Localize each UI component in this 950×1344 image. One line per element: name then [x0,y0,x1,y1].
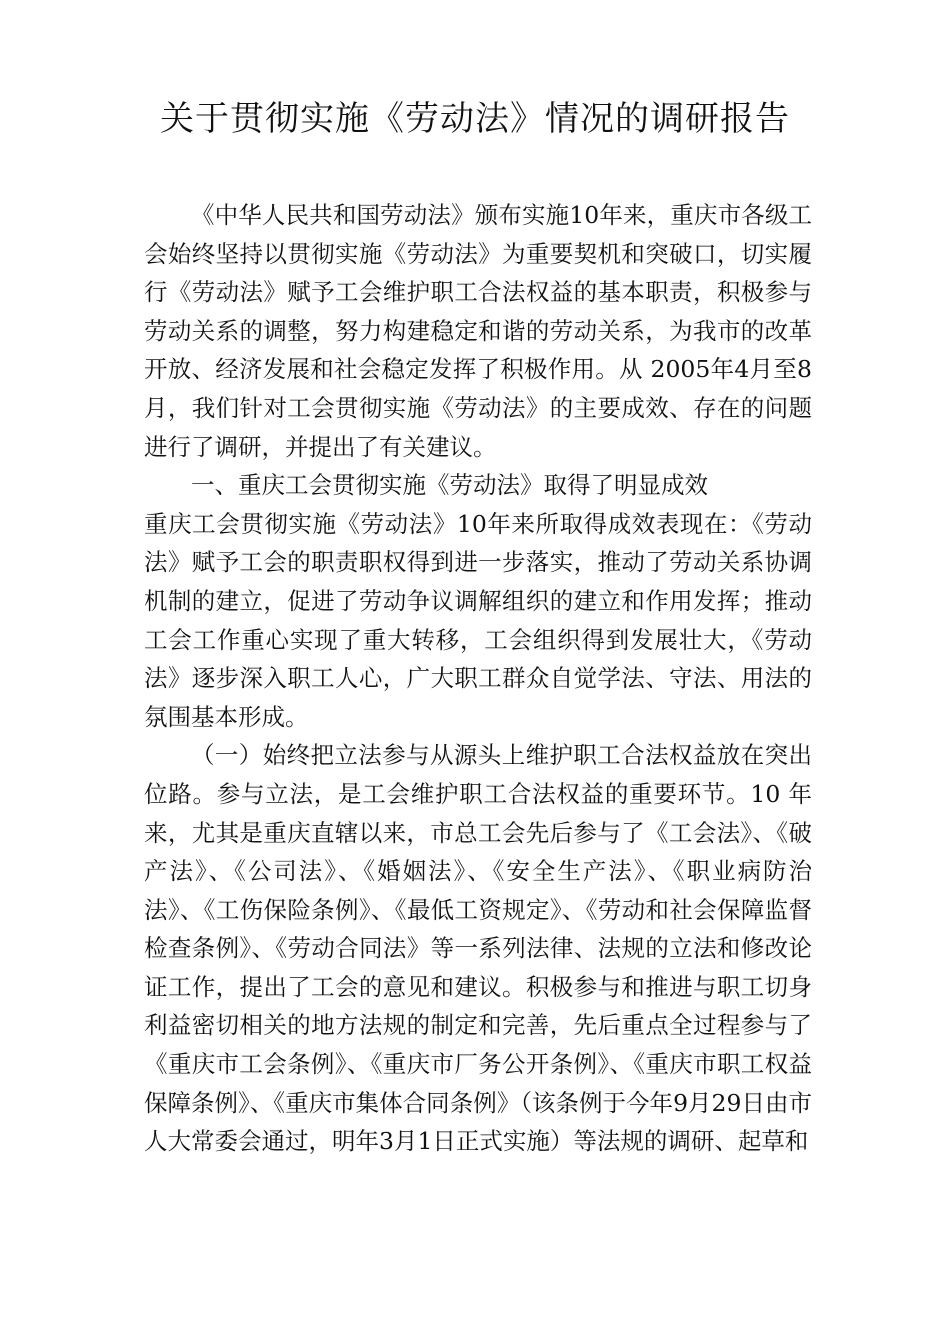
document-body [144,196,812,1161]
paragraph-subsection-1: （一）始终把立法参与从源头上维护职工合法权益放在突出位路。参与立法，是工会维护职工合法权益的重要环节。10 年来，尤其是重庆直辖以来，市总工会先后参与了《工会法》、《破产法》、《公司法》、《婚姻法》、《安全生产法》、《职业病防治法》、《工伤保险条例》、《最低工资规定》、《劳动和社会保障监督检查条例》、《劳动合同法》等一系列法律、法规的立法和修改论证工作，提出了工会的意见和建议。积极参与和推进与职工切身利益密切相关的地方法规的制定和完善，先后重点全过程参与了《重庆市工会条例》、《重庆市厂务公开条例》、《重庆市职工权益保障条例》、《重庆市集体合同条例》（该条例于今年9月29日由市人大常委会通过，明年3月1日正式实施）等法规的调研、起草和 [144,741,812,1156]
document-title: 关于贯彻实施《劳动法》情况的调研报告 [160,99,790,139]
section-heading-1: 一、重庆工会贯彻实施《劳动法》取得了明显成效 [191,471,708,500]
paragraph-section-1-summary: 重庆工会贯彻实施《劳动法》10年来所取得成效表现在：《劳动法》赋予工会的职责职权得到进一步落实，推动了劳动关系协调机制的建立，促进了劳动争议调解组织的建立和作用发挥；推动工会工作重心实现了重大转移，工会组织得到发展壮大，《劳动法》逐步深入职工人心，广大职工群众自觉学法、守法、用法的氛围基本形成。 [144,509,812,731]
paragraph-intro: 《中华人民共和国劳动法》颁布实施10年来，重庆市各级工会始终坚持以贯彻实施《劳动法》为重要契机和突破口，切实履行《劳动法》赋予工会维护职工合法权益的基本职责，积极参与劳动关系的调整，努力构建稳定和谐的劳动关系，为我市的改革开放、经济发展和社会稳定发挥了积极作用。从 2005年4月至8月，我们针对工会贯彻实施《劳动法》的主要成效、存在的问题进行了调研，并提出了有关建议。 [144,201,812,461]
